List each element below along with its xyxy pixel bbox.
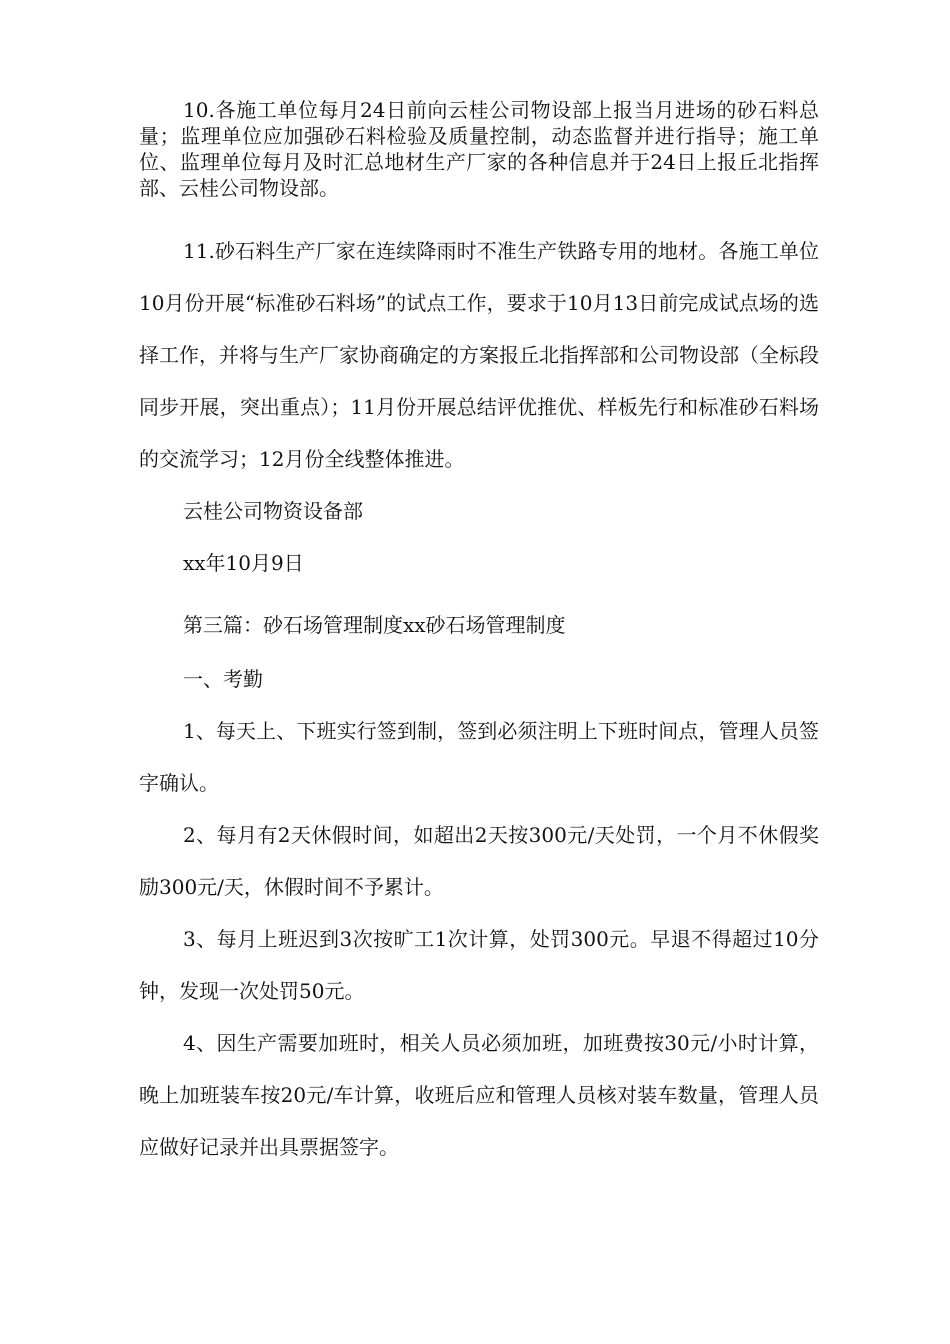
signature-department: 云桂公司物资设备部 (183, 499, 363, 523)
document-body (139, 97, 819, 1173)
signature-date: xx年10月9日 (183, 551, 304, 575)
rule-item-3: 3、每月上班迟到3次按旷工1次计算，处罚300元。早退不得超过10分钟，发现一次处罚50元。 (139, 927, 819, 1003)
subsection-heading-attendance: 一、考勤 (183, 667, 263, 691)
paragraph-item-10: 10.各施工单位每月24日前向云桂公司物设部上报当月进场的砂石料总量；监理单位应加强砂石料检验及质量控制，动态监督并进行指导；施工单位、监理单位每月及时汇总地材生产厂家的各种信息并于24日上报丘北指挥部、云桂公司物设部。 (139, 98, 819, 200)
rule-item-1: 1、每天上、下班实行签到制，签到必须注明上下班时间点，管理人员签字确认。 (139, 719, 819, 795)
rule-item-2: 2、每月有2天休假时间，如超出2天按300元/天处罚，一个月不休假奖励300元/天，休假时间不予累计。 (139, 823, 819, 899)
paragraph-item-11: 11.砂石料生产厂家在连续降雨时不准生产铁路专用的地材。各施工单位10月份开展“标准砂石料场”的试点工作，要求于10月13日前完成试点场的选择工作，并将与生产厂家协商确定的方案报丘北指挥部和公司物设部（全标段同步开展，突出重点）；11月份开展总结评优推优、样板先行和标准砂石料场的交流学习；12月份全线整体推进。 (139, 239, 819, 471)
rule-item-4: 4、因生产需要加班时，相关人员必须加班，加班费按30元/小时计算，晚上加班装车按20元/车计算，收班后应和管理人员核对装车数量，管理人员应做好记录并出具票据签字。 (139, 1031, 819, 1159)
section-title: 第三篇：砂石场管理制度xx砂石场管理制度 (183, 613, 566, 637)
